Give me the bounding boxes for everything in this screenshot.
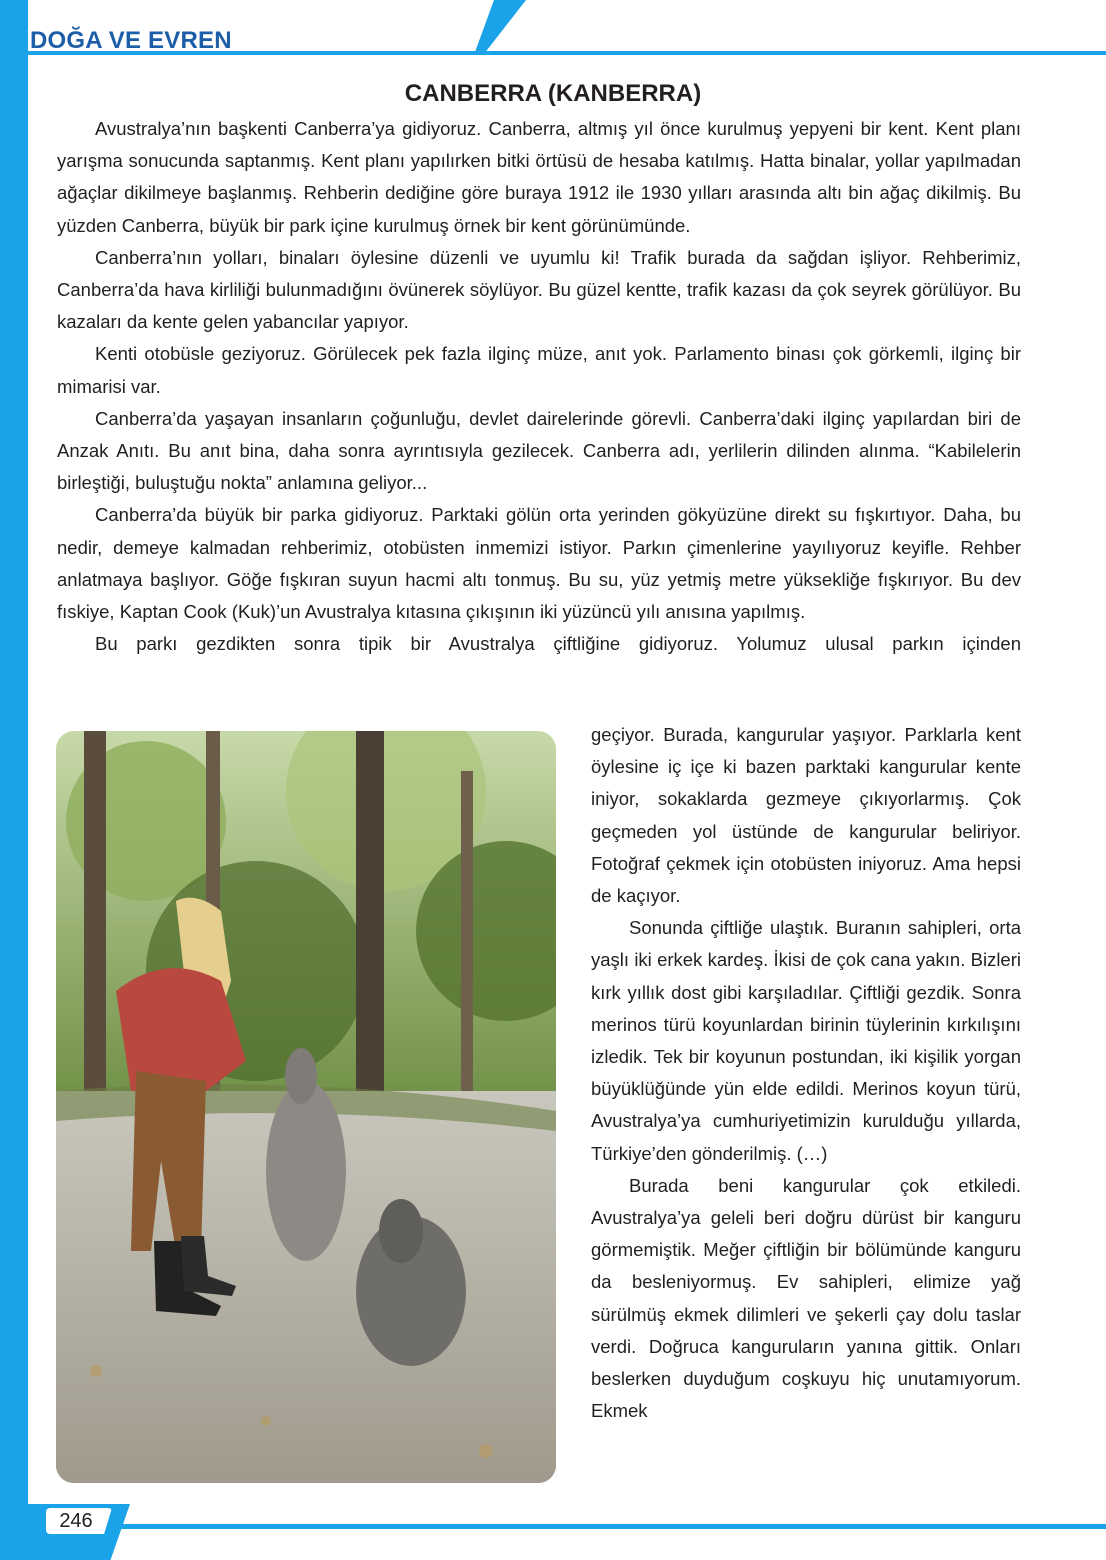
paragraph: Bu parkı gezdikten sonra tipik bir Avustralya çiftliğine gidiyoruz. Yolumuz ulusal parkın içinden [95, 633, 1021, 655]
article-column-text [591, 719, 1021, 1427]
paragraph: Avustralya’nın başkenti Canberra’ya gidiyoruz. Canberra, altmış yıl önce kurulmuş yepyeni bir kent. Kent planı yarışma sonucunda saptanmış. Kent planı yapılırken bitki örtüsü de hesaba katılmış. Hatta binalar, yollar yapılmadan ağaçlar dikilmeye başlanmış. Rehberin dediğine göre buraya 1912 ile 1930 yılları arasında altı bin ağaç dikilmiş. Bu yüzden Canberra, büyük bir park içine kurulmuş örnek bir kent görünümünde. [57, 118, 1021, 236]
article-title: CANBERRA (KANBERRA) [404, 80, 702, 107]
paragraph: Canberra’nın yolları, binaları öylesine düzenli ve uyumlu ki! Trafik burada da sağdan işliyor. Rehberimiz, Canberra’da hava kirliliği bulunmadığını övünerek söylüyor. Bu güzel kentte, trafik kazası da çok seyrek görülüyor. Bu kazaları da kente gelen yabancılar yapıyor. [57, 246, 1021, 333]
kangaroo-feeding-photo [56, 731, 556, 1483]
tree-trunk [461, 771, 473, 1131]
kangaroo-head [285, 1048, 317, 1104]
section-title: DOĞA VE EVREN [30, 27, 232, 54]
kangaroo-head [379, 1199, 423, 1263]
article-body [57, 113, 1021, 660]
paragraph: Kenti otobüsle geziyoruz. Görülecek pek fazla ilginç müze, anıt yok. Parlamento binası çok görkemli, ilginç bir mimarisi var. [57, 343, 1021, 397]
fallen-leaf [90, 1365, 102, 1377]
tree-trunk [356, 731, 384, 1131]
fallen-leaf [479, 1444, 493, 1458]
photo-illustration [56, 731, 556, 1483]
paragraph: Canberra’da yaşayan insanların çoğunluğu, devlet dairelerinde görevli. Canberra’daki ilginç yapılardan biri de Anzak Anıtı. Bu anıt bina, daha sonra ayrıntısıyla gezilecek. Canberra adı, yerlilerin dilinden alınma. “Kabilelerin birleştiği, buluştuğu nokta” anlamına geliyor... [57, 407, 1021, 494]
fallen-leaf [261, 1416, 271, 1426]
left-accent-bar [0, 0, 28, 1524]
paragraph: Sonunda çiftliğe ulaştık. Buranın sahipleri, orta yaşlı iki erkek kardeş. İkisi de çok cana yakın. Bizleri kırk yıllık dost gibi karşıladılar. Çiftliği gezdik. Sonra merinos türü koyunlardan birinin tüylerinin kırkılışını izledik. Tek bir koyunun postundan, iki kişilik yorgan büyüklüğünde yün elde edildi. Merinos koyun türü, Avustralya’ya cumhuriyetimizin kurulduğu yıllarda, Türkiye’den gönderilmiş. (…) [591, 917, 1021, 1164]
paragraph: Canberra’da büyük bir parka gidiyoruz. Parktaki gölün orta yerinden gökyüzüne direkt su fışkırtıyor. Daha, bu nedir, demeye kalmadan rehberimiz, otobüsten inmemizi istiyor. Parkın çimenlerine yayılıyoruz keyifle. Rehber anlatmaya başlıyor. Göğe fışkıran suyun hacmi altı tonmuş. Bu su, yüz yetmiş metre yüksekliğe fışkırıyor. Bu dev fıskiye, Kaptan Cook (Kuk)’un Avustralya kıtasına çıkışının iki yüzüncü yılı anısına yapılmış. [57, 504, 1021, 623]
footer-rule [0, 1524, 1106, 1529]
kangaroo-standing [266, 1081, 346, 1261]
paragraph: Burada beni kangurular çok etkiledi. Avustralya’ya geleli beri doğru dürüst bir kanguru görmemiştik. Meğer çiftliğin bir bölümünde kanguru da besleniyormuş. Ev sahipleri, elimize yağ sürülmüş ekmek dilimleri ve şekerli çay dolu taslar verdi. Doğruca kanguruların yanına gittik. Onları beslerken duyduğum coşkuyu hiç unutamıyorum. Ekmek [591, 1174, 1021, 1422]
paragraph: geçiyor. Burada, kangurular yaşıyor. Parklarla kent öylesine iç içe ki bazen parktaki kangurular kente iniyor, sokaklarda gezmeye çıkıyorlarmış. Çok geçmeden yol üstünde de kangurular beliriyor. Fotoğraf çekmek için otobüsten iniyoruz. Ama hepsi de kaçıyor. [591, 724, 1021, 907]
page-number: 246 [59, 1510, 93, 1532]
